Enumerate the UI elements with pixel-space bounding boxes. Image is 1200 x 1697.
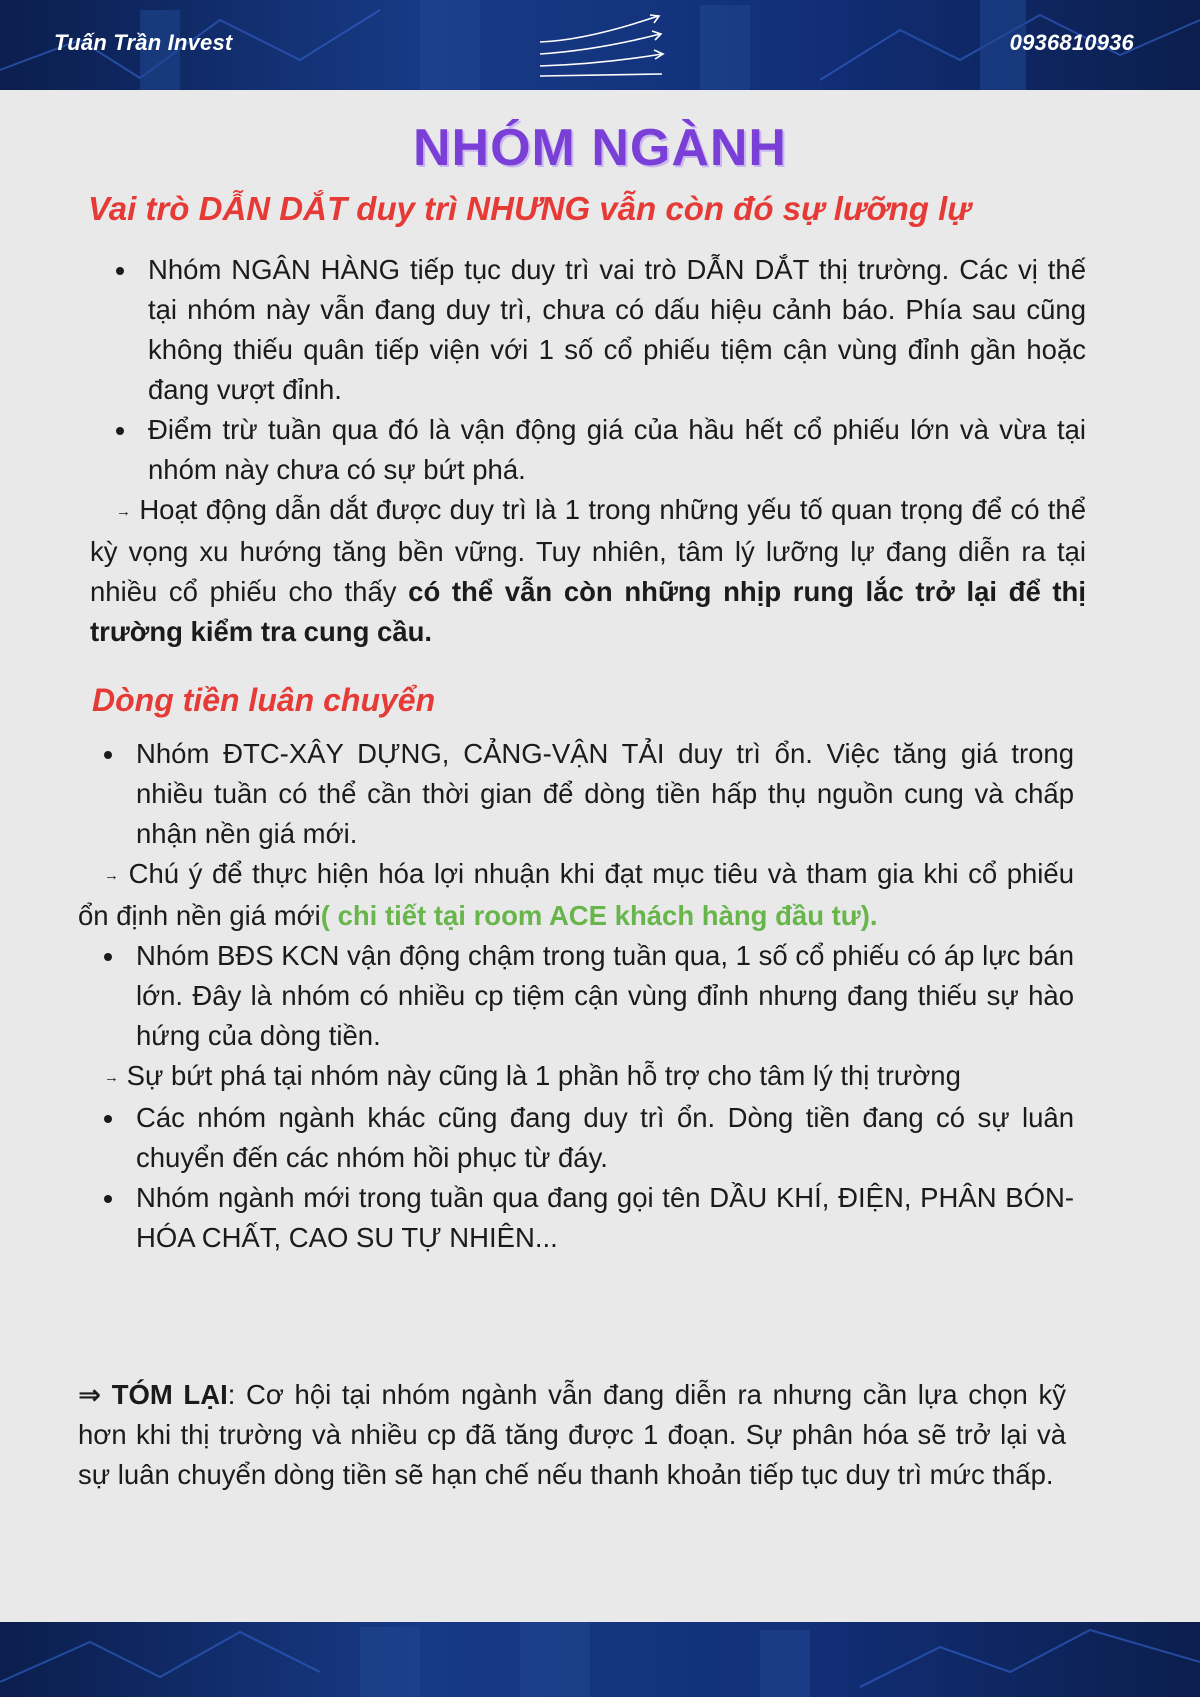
- page-title: NHÓM NGÀNH: [413, 119, 787, 177]
- summary-label: TÓM LẠI: [111, 1379, 228, 1410]
- growth-arrows-icon: [538, 12, 668, 78]
- section2-bullet4: Nhóm ngành mới trong tuần qua đang gọi tên DẦU KHÍ, ĐIỆN, PHÂN BÓN-HÓA CHẤT, CAO SU TỰ NHIÊN...: [78, 1178, 1074, 1258]
- arrow-right-icon: →: [104, 1069, 119, 1086]
- arrow-right-icon: →: [116, 503, 131, 520]
- section2-note2: [78, 1056, 1074, 1098]
- arrow-right-icon: →: [104, 867, 119, 884]
- footer-band: [0, 1622, 1200, 1697]
- section2-note1: [78, 854, 1074, 936]
- city-chart-background: [0, 1622, 1200, 1697]
- section1-bullet1: Nhóm NGÂN HÀNG tiếp tục duy trì vai trò DẪN DẮT thị trường. Các vị thế tại nhóm này vẫn đang duy trì, chưa có dấu hiệu cảnh báo. Phía sau cũng không thiếu quân tiếp viện với 1 số cổ phiếu tiệm cận vùng đỉnh gần hoặc đang vượt đỉnh.: [90, 250, 1086, 410]
- summary-text: : Cơ hội tại nhóm ngành vẫn đang diễn ra nhưng cần lựa chọn kỹ hơn khi thị trường và nhiều cp đã tăng được 1 đoạn. Sự phân hóa sẽ trở lại và sự luân chuyển dòng tiền sẽ hạn chế nếu thanh khoản tiếp tục duy trì mức thấp.: [78, 1379, 1066, 1490]
- section1-note-bold: có thể vẫn còn những nhịp rung lắc trở lại để thị trường kiểm tra cung cầu.: [90, 576, 1086, 647]
- section1-note-text: Hoạt động dẫn dắt được duy trì là 1 trong những yếu tố quan trọng để có thể kỳ vọng xu hướng tăng bền vững. Tuy nhiên, tâm lý lưỡng lự đang diễn ra tại nhiều cổ phiếu cho thấy: [90, 494, 1087, 607]
- section2-heading: Dòng tiền luân chuyển: [92, 682, 436, 718]
- summary: [78, 1375, 1066, 1495]
- section2-bullet3: Các nhóm ngành khác cũng đang duy trì ổn. Dòng tiền đang có sự luân chuyển đến các nhóm hồi phục từ đáy.: [78, 1098, 1074, 1178]
- summary-arrow-icon: ⇒: [78, 1379, 102, 1410]
- section1-note: [90, 490, 1086, 652]
- phone-number: 0936810936: [1009, 30, 1134, 55]
- summary-paragraph: [78, 1375, 1066, 1495]
- section2-note2-text: Sự bứt phá tại nhóm này cũng là 1 phần hỗ trợ cho tâm lý thị trường: [126, 1060, 961, 1091]
- section1-bullet2: Điểm trừ tuần qua đó là vận động giá của hầu hết cổ phiếu lớn và vừa tại nhóm này chưa có sự bứt phá.: [90, 410, 1086, 490]
- section1-body: [90, 250, 1086, 652]
- section1-heading: Vai trò DẪN DẮT duy trì NHƯNG vẫn còn đó sự lưỡng lự: [88, 190, 971, 227]
- header-band: [0, 0, 1200, 90]
- section2-body: [78, 734, 1074, 1258]
- section2-note1-green: ( chi tiết tại room ACE khách hàng đầu tư).: [320, 900, 878, 931]
- section2-bullet2: Nhóm BĐS KCN vận động chậm trong tuần qua, 1 số cổ phiếu có áp lực bán lớn. Đây là nhóm có nhiều cp tiệm cận vùng đỉnh nhưng đang thiếu sự hào hứng của dòng tiền.: [78, 936, 1074, 1056]
- brand-name: Tuấn Trần Invest: [54, 30, 233, 55]
- section2-bullet1: Nhóm ĐTC-XÂY DỰNG, CẢNG-VẬN TẢI duy trì ổn. Việc tăng giá trong nhiều tuần có thể cần thời gian để dòng tiền hấp thụ nguồn cung và chấp nhận nền giá mới.: [78, 734, 1074, 854]
- section2-note1-text: Chú ý để thực hiện hóa lợi nhuận khi đạt mục tiêu và tham gia khi cổ phiếu ổn định nền giá mới: [78, 858, 1075, 931]
